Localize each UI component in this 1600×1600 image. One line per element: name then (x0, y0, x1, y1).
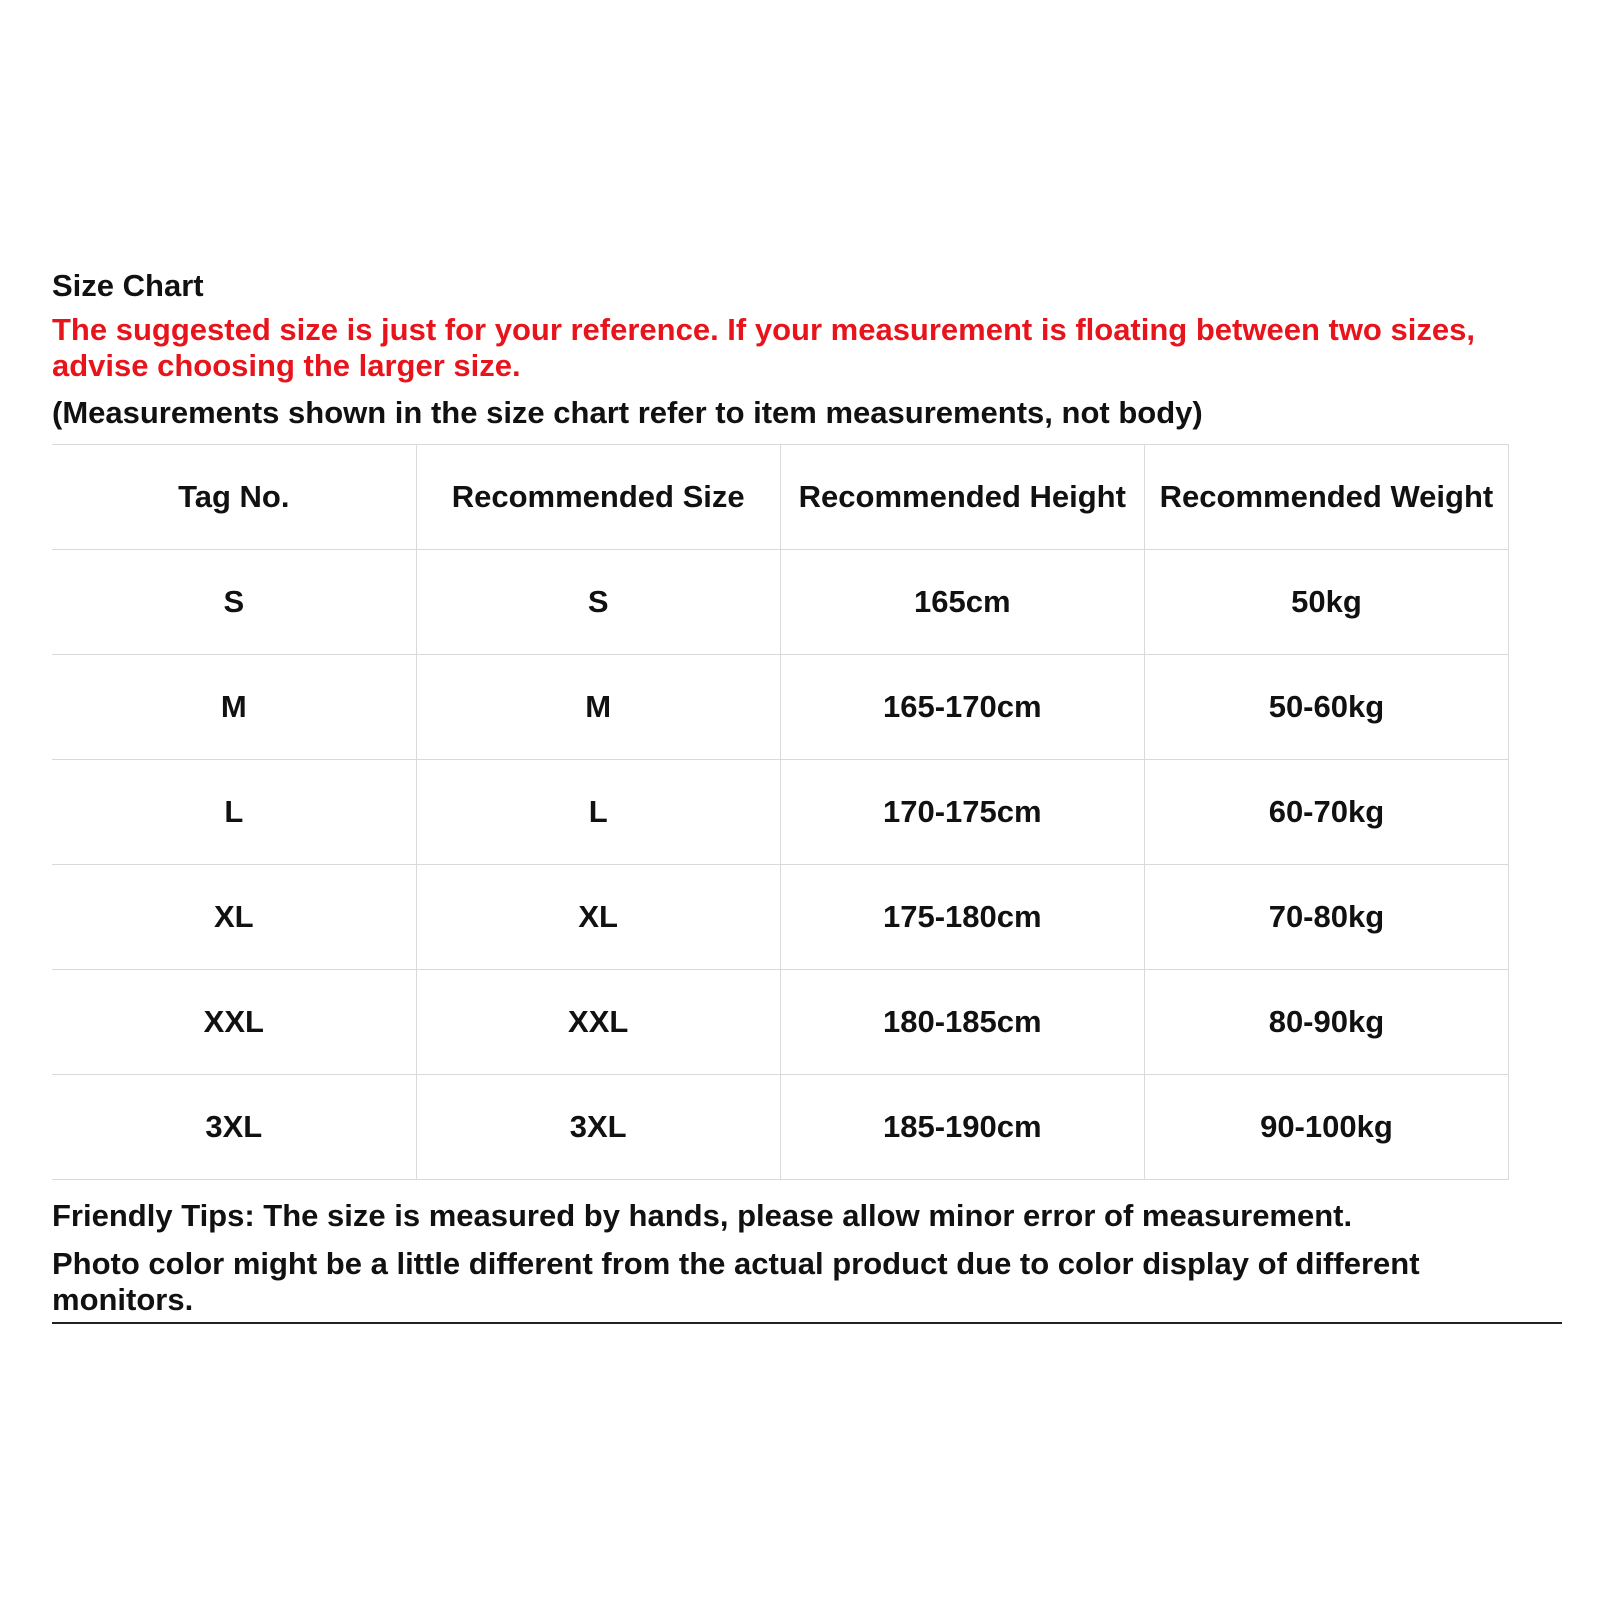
table-header-row (52, 445, 1509, 550)
table-row (52, 655, 1509, 760)
measurement-note: (Measurements shown in the size chart refer to item measurements, not body) (52, 395, 1203, 430)
table-row (52, 970, 1509, 1075)
size-chart-panel (52, 268, 1562, 1324)
recommended-size-cell: 3XL (416, 1075, 780, 1180)
column-header-tag-no: Tag No. (52, 445, 416, 550)
recommended-weight-cell: 70-80kg (1144, 865, 1508, 970)
column-header-recommended-height: Recommended Height (780, 445, 1144, 550)
recommended-height-cell: 180-185cm (780, 970, 1144, 1075)
size-notice: The suggested size is just for your reference. If your measurement is floating between two sizes, advise choosing the larger size. (52, 312, 1475, 383)
recommended-height-cell: 170-175cm (780, 760, 1144, 865)
tag-no-cell: 3XL (52, 1075, 416, 1180)
column-header-recommended-size: Recommended Size (416, 445, 780, 550)
tag-no-cell: XL (52, 865, 416, 970)
recommended-weight-cell: 60-70kg (1144, 760, 1508, 865)
column-header-recommended-weight: Recommended Weight (1144, 445, 1508, 550)
recommended-height-cell: 175-180cm (780, 865, 1144, 970)
recommended-size-cell: L (416, 760, 780, 865)
bottom-divider (52, 1322, 1562, 1324)
tip-measurement-error: Friendly Tips: The size is measured by hands, please allow minor error of measurement. (52, 1198, 1353, 1233)
recommended-weight-cell: 90-100kg (1144, 1075, 1508, 1180)
tag-no-cell: XXL (52, 970, 416, 1075)
tag-no-cell: L (52, 760, 416, 865)
recommended-weight-cell: 50kg (1144, 550, 1508, 655)
tip-photo-color: Photo color might be a little different from the actual product due to color display of different monitors. (52, 1246, 1420, 1317)
table-row (52, 1075, 1509, 1180)
page-title: Size Chart (52, 268, 204, 303)
recommended-weight-cell: 80-90kg (1144, 970, 1508, 1075)
tag-no-cell: M (52, 655, 416, 760)
table-row (52, 865, 1509, 970)
friendly-tips (52, 1198, 1562, 1318)
table-row (52, 760, 1509, 865)
tag-no-cell: S (52, 550, 416, 655)
recommended-size-cell: S (416, 550, 780, 655)
table-row (52, 550, 1509, 655)
recommended-height-cell: 165cm (780, 550, 1144, 655)
recommended-weight-cell: 50-60kg (1144, 655, 1508, 760)
recommended-size-cell: XXL (416, 970, 780, 1075)
recommended-height-cell: 165-170cm (780, 655, 1144, 760)
recommended-size-cell: M (416, 655, 780, 760)
recommended-height-cell: 185-190cm (780, 1075, 1144, 1180)
recommended-size-cell: XL (416, 865, 780, 970)
size-table (52, 444, 1509, 1180)
